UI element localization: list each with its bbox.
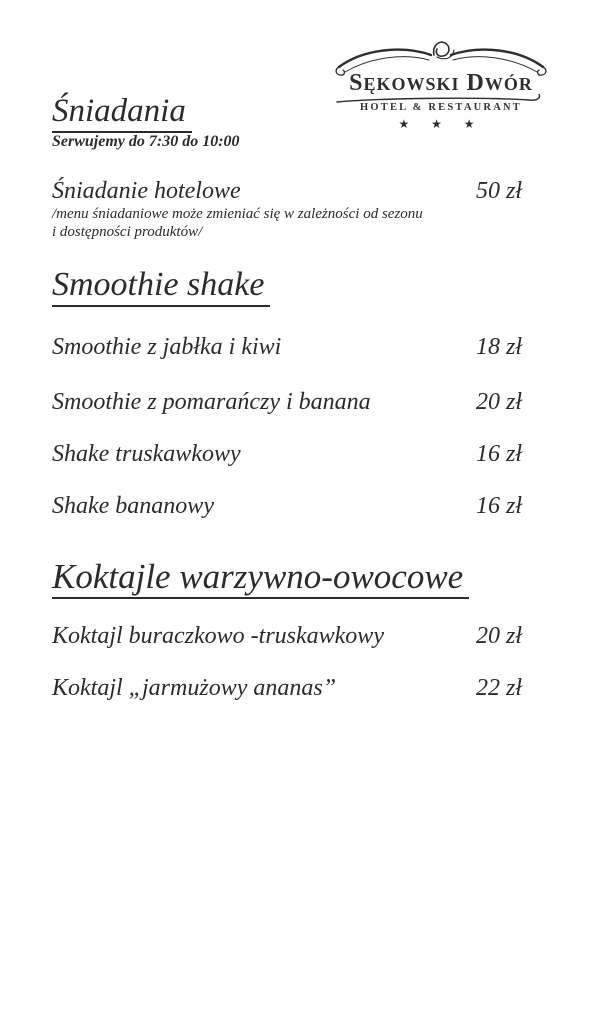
- menu-item-smoothie-jablko-kiwi: [52, 334, 528, 362]
- menu-item-name: Śniadanie hotelowe: [52, 178, 241, 204]
- restaurant-name-initial: S: [349, 70, 364, 96]
- menu-item-name: Shake truskawkowy: [52, 441, 241, 467]
- menu-item-name: Smoothie z pomarańczy i banana: [52, 389, 371, 415]
- section-serving-hours: Serwujemy do 7:30 do 10:00: [52, 133, 240, 150]
- menu-item-price: 20 zł: [476, 389, 523, 415]
- menu-item-shake-truskawkowy: [52, 441, 528, 469]
- menu-item-sniadanie-hotelowe: [52, 178, 528, 206]
- menu-item-name: Koktajl „jarmużowy ananas”: [52, 675, 337, 701]
- logo-stars: ★ ★ ★: [398, 117, 484, 131]
- restaurant-name-part: WÓR: [484, 74, 533, 94]
- menu-item-note: [52, 206, 423, 241]
- menu-item-price: 16 zł: [476, 441, 523, 467]
- section-title-koktajle: Koktajle warzywno-owocowe: [52, 557, 469, 599]
- menu-item-name: Koktajl buraczkowo -truskawkowy: [52, 623, 384, 649]
- menu-item-price: 18 zł: [476, 334, 523, 360]
- menu-item-price: 22 zł: [476, 675, 523, 701]
- menu-item-name: Shake bananowy: [52, 493, 214, 519]
- section-title-sniadania: Śniadania: [52, 93, 192, 133]
- restaurant-name-part: ĘKOWSKI: [363, 74, 460, 94]
- section-title-smoothie-shake: Smoothie shake: [52, 266, 270, 307]
- menu-item-price: 50 zł: [476, 178, 523, 204]
- logo-subtitle: HOTEL & RESTAURANT: [360, 102, 522, 113]
- menu-item-koktajl-jarmuzowy-ananas: [52, 675, 528, 703]
- menu-item-shake-bananowy: [52, 493, 528, 521]
- menu-item-name: Smoothie z jabłka i kiwi: [52, 334, 282, 360]
- restaurant-logo: [333, 30, 549, 138]
- restaurant-name: [333, 70, 549, 97]
- menu-item-smoothie-pomarancza-banan: [52, 389, 528, 417]
- menu-item-koktajl-buraczkowo-truskawkowy: [52, 623, 528, 651]
- restaurant-name-initial: D: [466, 70, 485, 96]
- menu-item-price: 20 zł: [476, 623, 523, 649]
- menu-item-price: 16 zł: [476, 493, 523, 519]
- menu-item-note-line: /menu śniadaniowe może zmieniać się w zależności od sezonu: [52, 206, 423, 222]
- menu-item-note-line: i dostępności produktów/: [52, 223, 203, 240]
